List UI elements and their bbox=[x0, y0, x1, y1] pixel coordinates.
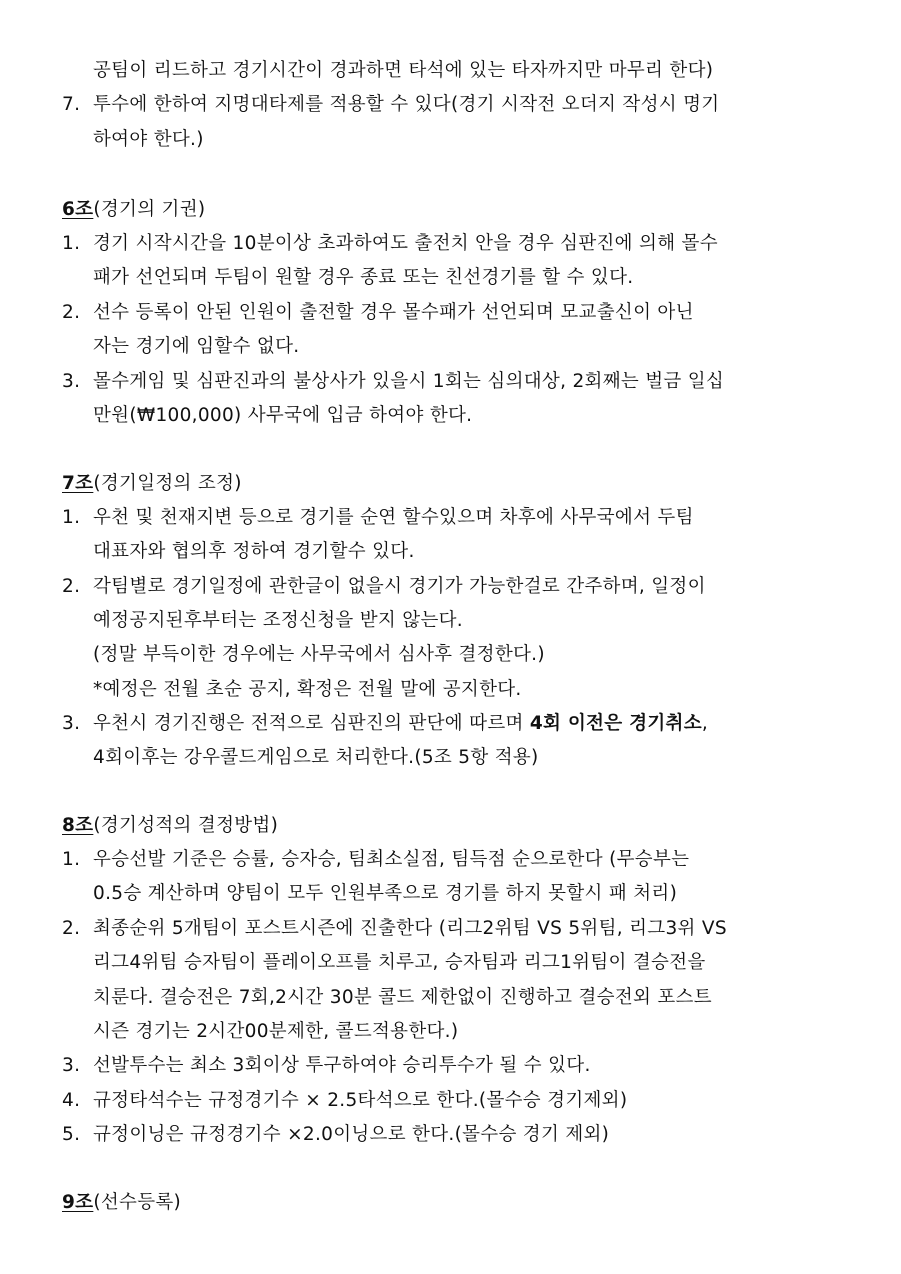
item-number: 1. bbox=[62, 233, 81, 254]
article-8-label: 8조 bbox=[62, 815, 94, 836]
item-number: 2. bbox=[62, 576, 81, 597]
item-number: 1. bbox=[62, 507, 81, 528]
art8-item-1-line-1: 우승선발 기준은 승률, 승자승, 팀최소실점, 팀득점 순으로한다 (무승부는 bbox=[93, 849, 690, 870]
art7-item-3-line-1 bbox=[93, 711, 708, 737]
article-7-label: 7조 bbox=[62, 473, 94, 494]
article-6-title: (경기의 기권) bbox=[93, 199, 206, 220]
art6-item-3-line-2: 만원(₩100,000) 사무국에 입금 하여야 한다. bbox=[93, 405, 473, 426]
art7-item-2-line-1: 각팀별로 경기일정에 관한글이 없을시 경기가 가능한걸로 간주하며, 일정이 bbox=[93, 576, 706, 597]
art8-item-2-line-1: 최종순위 5개팀이 포스트시즌에 진출한다 (리그2위팀 VS 5위팀, 리그3위 VS bbox=[93, 918, 727, 939]
item-7-line-1: 투수에 한하여 지명대타제를 적용할 수 있다(경기 시작전 오더지 작성시 명기 bbox=[93, 94, 720, 115]
art7-item-2-line-2: 예정공지된후부터는 조정신청을 받지 않는다. bbox=[93, 610, 463, 631]
article-6-heading bbox=[62, 197, 205, 223]
article-9-label: 9조 bbox=[62, 1192, 94, 1213]
item-number: 3. bbox=[62, 1055, 81, 1076]
item-number: 4. bbox=[62, 1090, 81, 1111]
art8-item-2-line-3: 치룬다. 결승전은 7회,2시간 30분 콜드 제한없이 진행하고 결승전외 포스트 bbox=[93, 987, 712, 1008]
article-7-title: (경기일정의 조정) bbox=[93, 473, 242, 494]
item-number: 2. bbox=[62, 918, 81, 939]
art6-item-1-line-2: 패가 선언되며 두팀이 원할 경우 종료 또는 친선경기를 할 수 있다. bbox=[93, 267, 634, 288]
art7-item-1-line-2: 대표자와 협의후 정하여 경기할수 있다. bbox=[93, 541, 415, 562]
art7-item-3-text: 우천시 경기진행은 전적으로 심판진의 판단에 따르며 bbox=[93, 713, 530, 734]
item-number: 7. bbox=[62, 94, 81, 115]
item-number: 2. bbox=[62, 302, 81, 323]
art6-item-3-line-1: 몰수게임 및 심판진과의 불상사가 있을시 1회는 심의대상, 2회째는 벌금 일십 bbox=[93, 371, 725, 392]
art7-item-3-line-2: 4회이후는 강우콜드게임으로 처리한다.(5조 5항 적용) bbox=[93, 747, 539, 768]
art8-item-1-line-2: 0.5승 계산하며 양팀이 모두 인원부족으로 경기를 하지 못할시 패 처리) bbox=[93, 883, 678, 904]
article-7-heading bbox=[62, 471, 242, 497]
art6-item-1-line-1: 경기 시작시간을 10분이상 초과하여도 출전치 안을 경우 심판진에 의해 몰수 bbox=[93, 233, 718, 254]
art7-item-3-emphasis: 4회 이전은 경기취소 bbox=[529, 713, 702, 734]
art8-item-5-line-1: 규정이닝은 규정경기수 ×2.0이닝으로 한다.(몰수승 경기 제외) bbox=[93, 1124, 610, 1145]
art8-item-4-line-1: 규정타석수는 규정경기수 × 2.5타석으로 한다.(몰수승 경기제외) bbox=[93, 1090, 628, 1111]
article-9-heading bbox=[62, 1190, 181, 1216]
article-8-title: (경기성적의 결정방법) bbox=[93, 815, 279, 836]
art7-item-2-line-4: *예정은 전월 초순 공지, 확정은 전월 말에 공지한다. bbox=[93, 679, 522, 700]
art6-item-2-line-1: 선수 등록이 안된 인원이 출전할 경우 몰수패가 선언되며 모교출신이 아닌 bbox=[93, 302, 694, 323]
item-number: 3. bbox=[62, 371, 81, 392]
art8-item-3-line-1: 선발투수는 최소 3회이상 투구하여야 승리투수가 될 수 있다. bbox=[93, 1055, 591, 1076]
intro-line: 공팀이 리드하고 경기시간이 경과하면 타석에 있는 타자까지만 마무리 한다) bbox=[93, 60, 714, 81]
item-number: 5. bbox=[62, 1124, 81, 1145]
article-6-label: 6조 bbox=[62, 199, 94, 220]
item-number: 3. bbox=[62, 713, 81, 734]
art8-item-2-line-2: 리그4위팀 승자팀이 플레이오프를 치루고, 승자팀과 리그1위팀이 결승전을 bbox=[93, 952, 706, 973]
item-7-line-2: 하여야 한다.) bbox=[93, 129, 204, 150]
art6-item-2-line-2: 자는 경기에 임할수 없다. bbox=[93, 336, 300, 357]
item-number: 1. bbox=[62, 849, 81, 870]
article-9-title: (선수등록) bbox=[93, 1192, 182, 1213]
art7-item-1-line-1: 우천 및 천재지변 등으로 경기를 순연 할수있으며 차후에 사무국에서 두팀 bbox=[93, 507, 694, 528]
art8-item-2-line-4: 시즌 경기는 2시간00분제한, 콜드적용한다.) bbox=[93, 1021, 459, 1042]
article-8-heading bbox=[62, 813, 278, 839]
art7-item-2-line-3: (정말 부득이한 경우에는 사무국에서 심사후 결정한다.) bbox=[93, 644, 545, 665]
art7-item-3-comma: , bbox=[701, 713, 709, 734]
